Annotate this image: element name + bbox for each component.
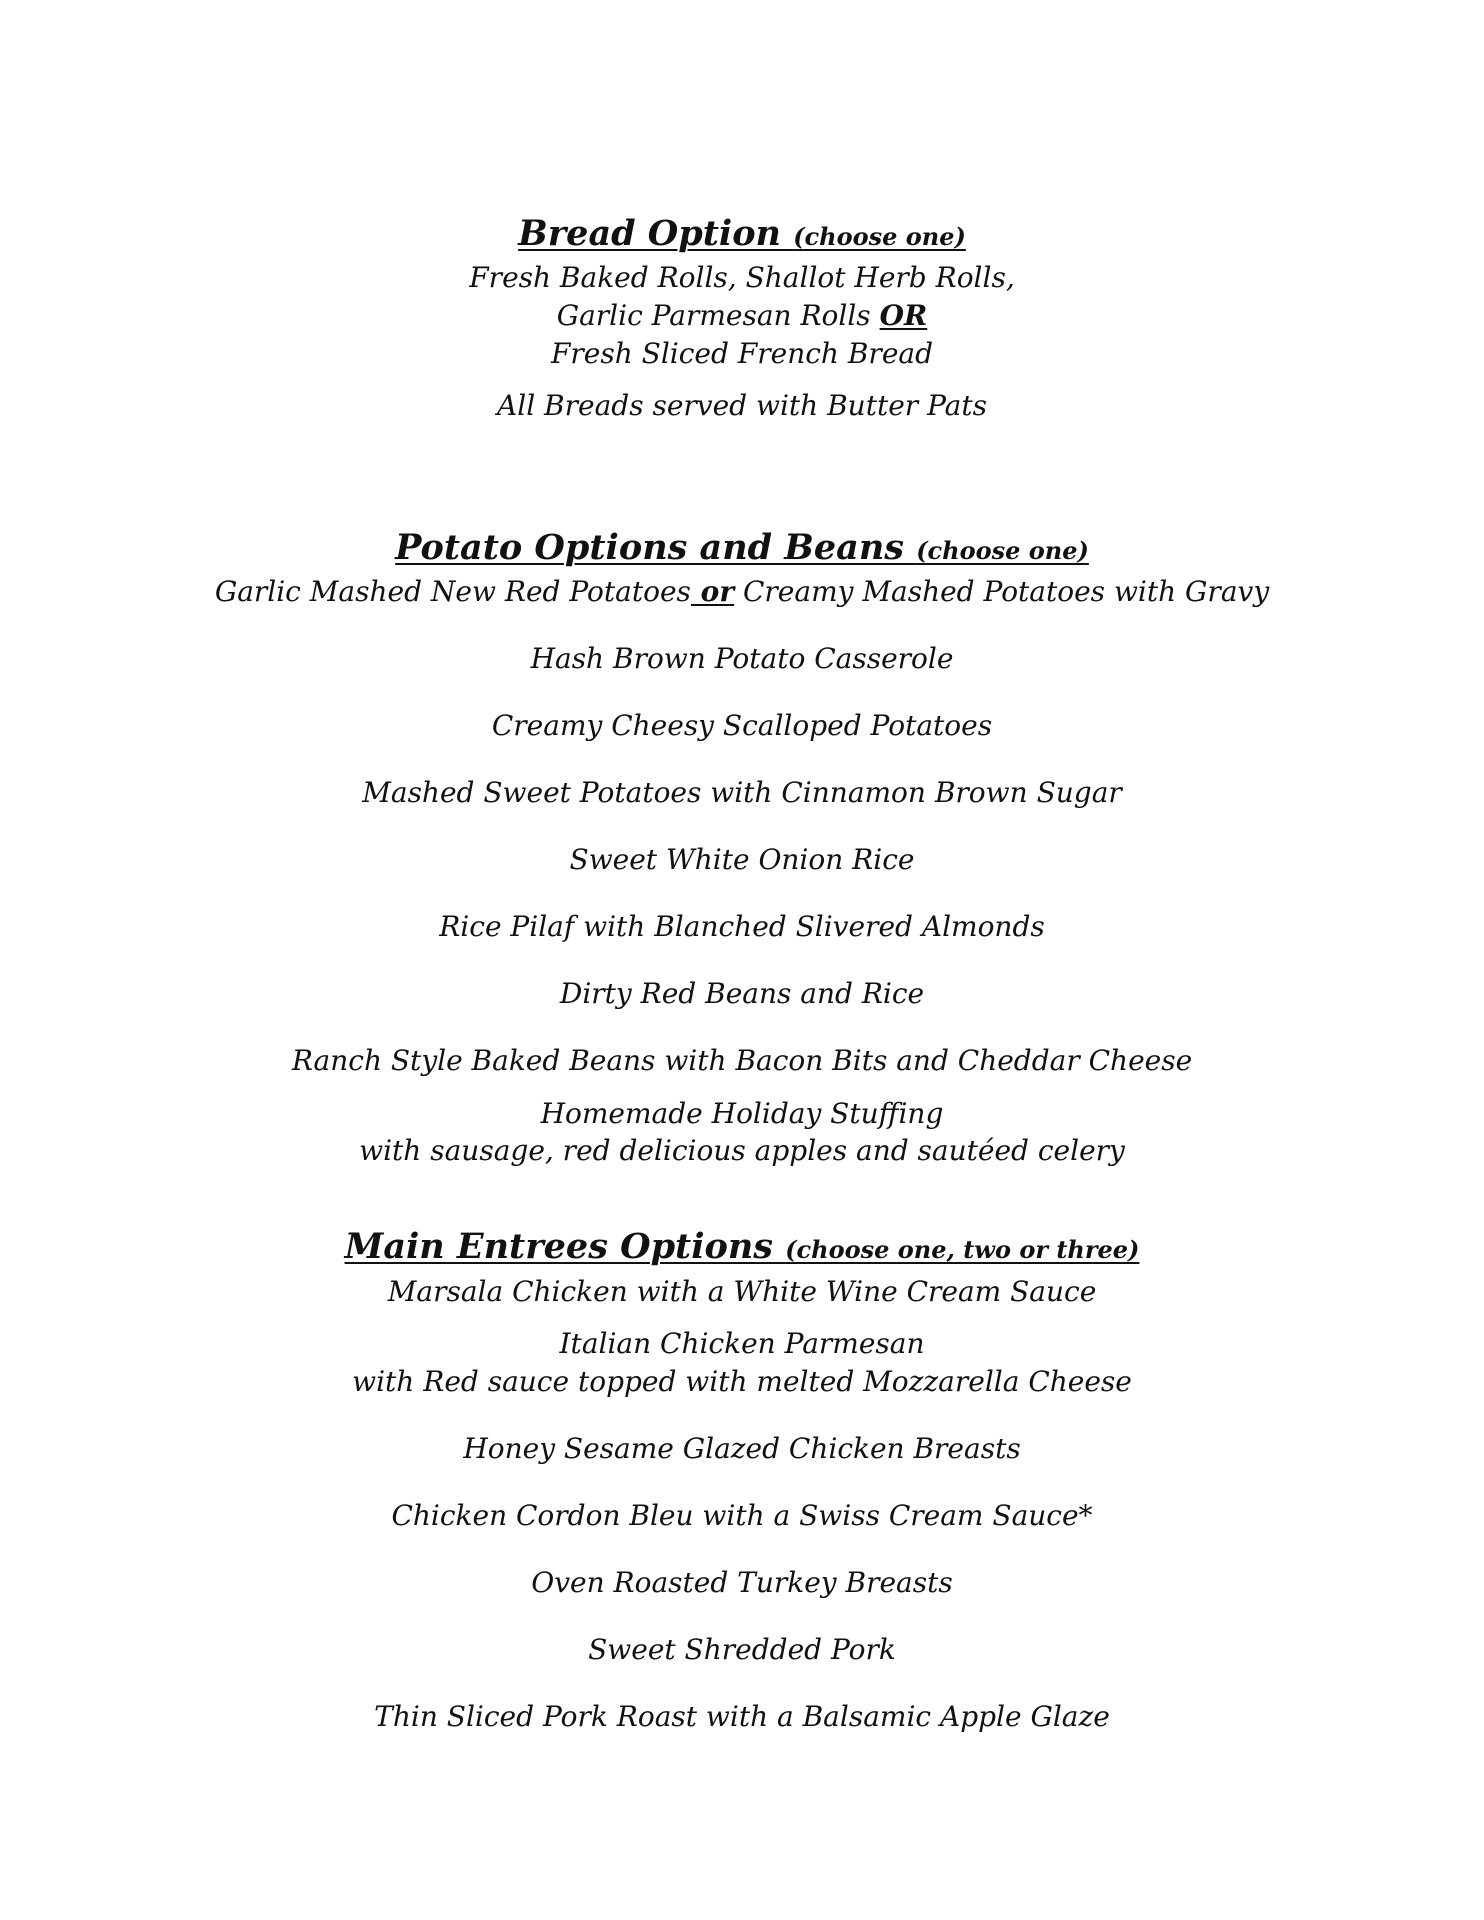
bread-note: (choose one) <box>793 222 966 251</box>
potato-item: Ranch Style Baked Beans with Bacon Bits and Cheddar Cheese <box>291 1044 1193 1077</box>
potato-heading <box>0 526 1484 573</box>
entrees-title: Main Entrees Options <box>344 1226 774 1267</box>
potato-first-left: Garlic Mashed New Red Potatoes <box>214 575 691 608</box>
entree-item: Chicken Cordon Bleu with a Swiss Cream Sauce* <box>391 1499 1093 1532</box>
entree-item: Sweet Shredded Pork <box>588 1633 896 1666</box>
potato-item: Rice Pilaf with Blanched Slivered Almonds <box>439 910 1045 943</box>
entree-item: Oven Roasted Turkey Breasts <box>531 1566 953 1599</box>
bread-heading <box>0 212 1484 259</box>
potato-note: (choose one) <box>916 536 1089 565</box>
entrees-note: (choose one, two or three) <box>785 1235 1140 1264</box>
potato-or-emphasis: or <box>690 575 735 608</box>
entree-item: Marsala Chicken with a White Wine Cream Sauce <box>387 1275 1097 1308</box>
bread-line-2 <box>0 298 1484 334</box>
bread-line-3: Fresh Sliced French Bread <box>550 337 934 370</box>
bread-line-4: All Breads served with Butter Pats <box>497 389 987 422</box>
entree-item-detail: with Red sauce topped with melted Mozzarella Cheese <box>352 1365 1132 1398</box>
bread-line-2-text: Garlic Parmesan Rolls <box>556 299 880 332</box>
potato-item: Mashed Sweet Potatoes with Cinnamon Brown Sugar <box>362 776 1122 809</box>
potato-title: Potato Options and Beans <box>395 527 904 568</box>
entree-item: Honey Sesame Glazed Chicken Breasts <box>463 1432 1021 1465</box>
potato-item: Homemade Holiday Stuffing <box>540 1097 944 1130</box>
entree-item: Thin Sliced Pork Roast with a Balsamic Apple Glaze <box>374 1700 1110 1733</box>
entree-item: Italian Chicken Parmesan <box>559 1327 925 1360</box>
potato-item: Sweet White Onion Rice <box>569 843 915 876</box>
entrees-heading <box>0 1225 1484 1272</box>
potato-item: Hash Brown Potato Casserole <box>530 642 954 675</box>
bread-line-1: Fresh Baked Rolls, Shallot Herb Rolls, <box>469 261 1015 294</box>
potato-first-right: Creamy Mashed Potatoes with Gravy <box>734 575 1270 608</box>
potato-item: Creamy Cheesy Scalloped Potatoes <box>491 709 993 742</box>
bread-or-emphasis: OR <box>879 299 928 332</box>
potato-first-line <box>0 574 1484 610</box>
potato-item-detail: with sausage, red delicious apples and sautéed celery <box>359 1134 1125 1167</box>
potato-item: Dirty Red Beans and Rice <box>559 977 925 1010</box>
bread-title: Bread Option <box>518 213 781 254</box>
